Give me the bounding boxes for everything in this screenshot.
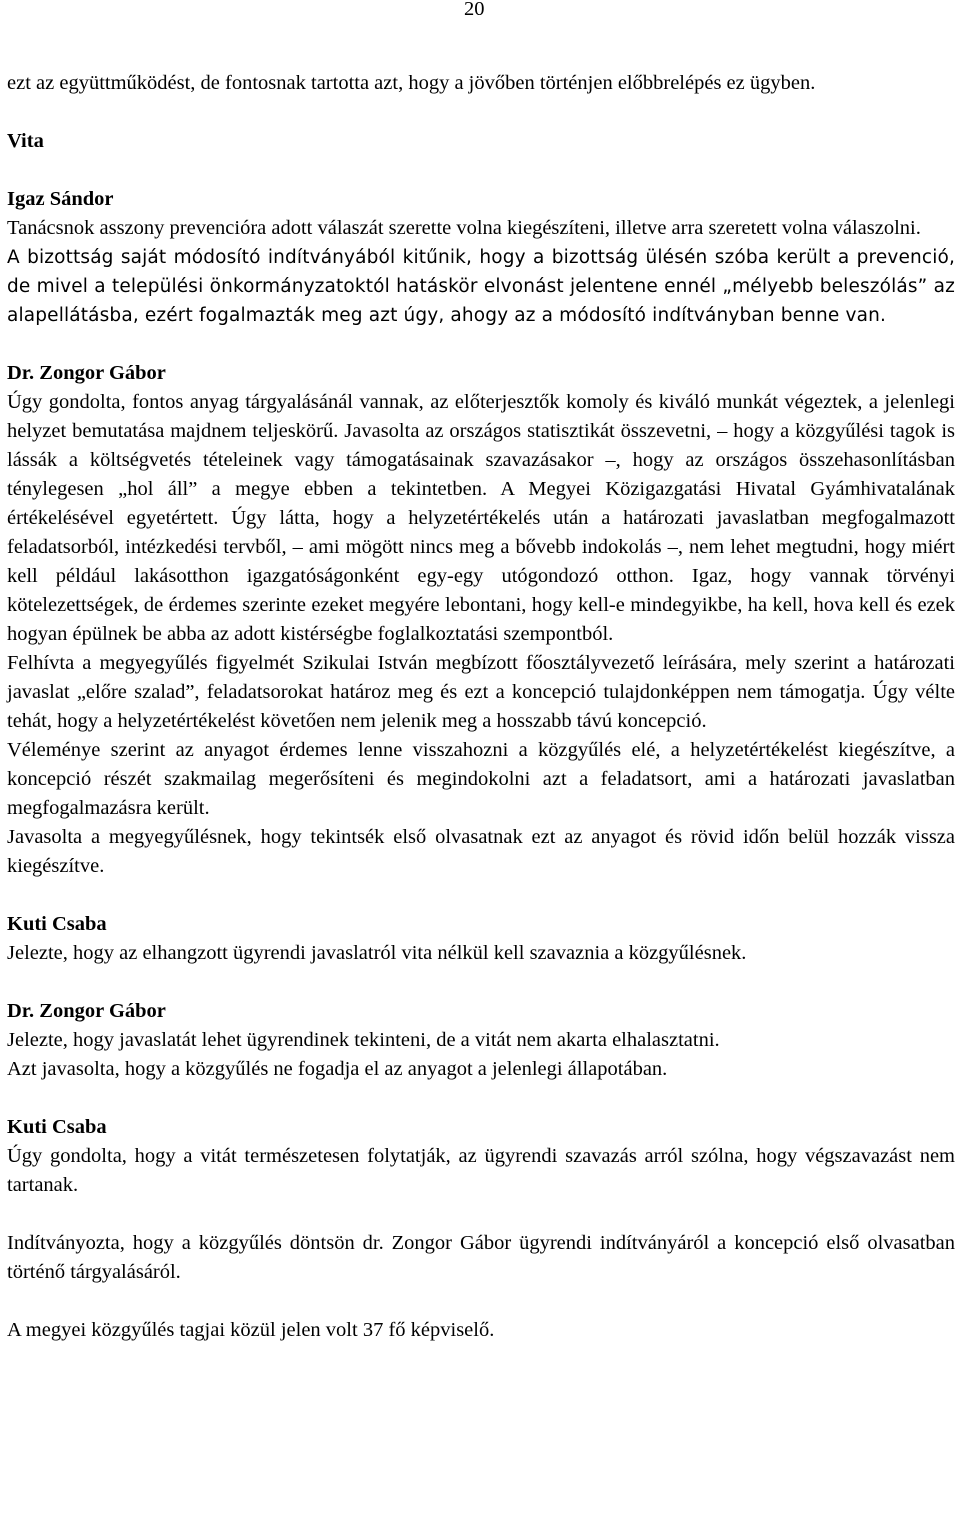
paragraph: Javasolta a megyegyűlésnek, hogy tekintsék első olvasatnak ezt az anyagot és rövid időn belül hozzák vissza kiegészítve.: [7, 826, 955, 877]
paragraph: Úgy gondolta, fontos anyag tárgyalásánál vannak, az előterjesztők komoly és kiváló munkát végeztek, a jelenlegi helyzet bemutatása majdnem teljeskörű. Javasolta az országos statisztikát összevetni, – hogy a közgyűlési tagok is lássák a költségvetés tételeinek vagy támogatásainak szavazásakor –, hogy az országos összehasonlításban ténylegesen „hol áll” a megye ebben a tekintetben. A Megyei Közigazgatási Hivatal Gyámhivatalának értékelésével egyetértett. Úgy látta, hogy a helyzetértékelés után a határozati javaslatban megfogalmazott feladatsorból, intézkedési tervből, – ami mögött nincs meg a bővebb indokolás –, nem lehet megtudni, hogy miért kell például lakásotthon igazgatóságonként egy-egy utógondozó otthon. Igaz, hogy vannak törvényi kötelezettségek, de érdemes szerinte ezeket megyére lebontani, hogy kell-e mindegyikbe, ha kell, hova kell és ezek hogyan épülnek be abba az adott kistérségbe foglalkoztatási szempontból.: [7, 391, 955, 645]
page-number: 20: [464, 0, 485, 20]
paragraph: Jelezte, hogy az elhangzott ügyrendi javaslatról vita nélkül kell szavaznia a közgyűlésnek.: [7, 942, 747, 964]
paragraph: Úgy gondolta, hogy a vitát természetesen folytatják, az ügyrendi szavazás arról szólna, hogy végszavazást nem tartanak.: [7, 1145, 955, 1196]
paragraph: Azt javasolta, hogy a közgyűlés ne fogadja el az anyagot a jelenlegi állapotában.: [7, 1058, 668, 1080]
paragraph: Felhívta a megyegyűlés figyelmét Szikulai István megbízott főosztályvezető leírására, mely szerint a határozati javaslat „előre szalad”, feladatsorokat határoz meg és ezt a koncepció tulajdonképpen nem támogatja. Úgy vélte tehát, hogy a helyzetértékelést követően nem jelenik meg a hosszabb távú koncepció.: [7, 652, 955, 732]
paragraph: Indítványozta, hogy a közgyűlés döntsön dr. Zongor Gábor ügyrendi indítványáról a koncepció első olvasatban történő tárgyalásáról.: [7, 1232, 955, 1283]
speaker-name: Kuti Csaba: [7, 1116, 107, 1138]
paragraph: A bizottság saját módosító indítványából kitűnik, hogy a bizottság ülésén szóba került a prevenció, de mivel a települési önkormányzatoktól hatáskör elvonást jelentene ennél „mélyebb beleszólás” az alapellátásba, ezért fogalmazták meg azt úgy, ahogy az a módosító indítványban benne van.: [7, 247, 955, 326]
paragraph: Tanácsnok asszony prevencióra adott válaszát szerette volna kiegészíteni, illetve arra szeretett volna válaszolni.: [7, 217, 921, 239]
paragraph: Véleménye szerint az anyagot érdemes lenne visszahozni a közgyűlés elé, a helyzetértékelést kiegészítve, a koncepció részét szakmailag megerősíteni és megindokolni azt a feladatsort, ami a határozati javaslatban megfogalmazásra került.: [7, 739, 955, 819]
paragraph: Jelezte, hogy javaslatát lehet ügyrendinek tekinteni, de a vitát nem akarta elhalasztatni.: [7, 1029, 720, 1051]
speaker-name: Dr. Zongor Gábor: [7, 1000, 166, 1022]
paragraph-intro: ezt az együttműködést, de fontosnak tartotta azt, hogy a jövőben történjen előbbrelépés ez ügyben.: [7, 72, 816, 94]
paragraph-closing: A megyei közgyűlés tagjai közül jelen volt 37 fő képviselő.: [7, 1319, 495, 1341]
speaker-name: Igaz Sándor: [7, 188, 114, 210]
document-body: [7, 69, 955, 1345]
speaker-name: Dr. Zongor Gábor: [7, 362, 166, 384]
speaker-name: Kuti Csaba: [7, 913, 107, 935]
section-title: Vita: [7, 130, 44, 152]
